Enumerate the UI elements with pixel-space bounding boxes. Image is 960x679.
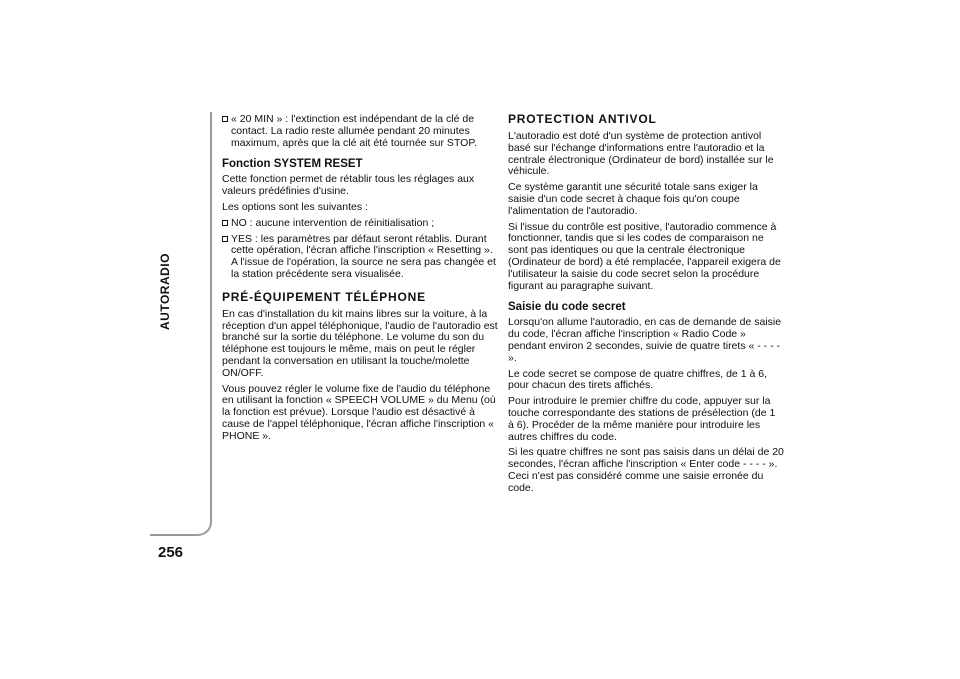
paragraph: Si les quatre chiffres ne sont pas saisis dans un délai de 20 secondes, l'écran affiche l'inscription « Enter code - - - - ». Ceci n'est pas considéré comme une saisie erronée du code. [508, 446, 784, 494]
bullet-text: « 20 MIN » : l'extinction est indépendant de la clé de contact. La radio reste allumée pendant 20 minutes maximum, après que la clé ait été tournée sur STOP. [231, 113, 477, 149]
paragraph: Pour introduire le premier chiffre du code, appuyer sur la touche correspondante des stations de présélection (de 1 à 6). Procéder de la même manière pour introduire les autres chiffres du code. [508, 395, 776, 443]
secret-code-heading: Saisie du code secret [508, 301, 626, 314]
system-reset-heading: Fonction SYSTEM RESET [222, 158, 363, 171]
bullet-box-icon [222, 236, 228, 242]
bullet-text: YES : les paramètres par défaut seront rétablis. Durant cette opération, l'écran affiche l'inscription « Resetting ». A l'issue de l'opération, la source ne sera pas changée et la station précédente sera visualisée. [231, 232, 496, 280]
list-item [222, 218, 498, 230]
section-side-label: AUTORADIO [158, 253, 172, 330]
paragraph: Ce système garantit une sécurité totale sans exiger la saisie d'un code secret à chaque fois qu'on coupe l'alimentation de l'autoradio. [508, 181, 758, 217]
paragraph: Les options sont les suivantes : [222, 200, 368, 213]
paragraph: Cette fonction permet de rétablir tous les réglages aux valeurs prédéfinies d'usine. [222, 173, 475, 198]
left-column [222, 114, 498, 447]
antitheft-heading: PROTECTION ANTIVOL [508, 112, 657, 126]
list-item [222, 114, 498, 149]
paragraph: L'autoradio est doté d'un système de protection antivol basé sur l'échange d'informations entre l'autoradio et la centrale électronique (Ordinateur de bord) installée sur le véhicule. [508, 130, 774, 178]
phone-heading: PRÉ-ÉQUIPEMENT TÉLÉPHONE [222, 289, 426, 304]
paragraph: Le code secret se compose de quatre chiffres, de 1 à 6, pour chacun des tirets affichés. [508, 367, 767, 392]
bullet-text: NO : aucune intervention de réinitialisation ; [231, 216, 435, 229]
list-item [222, 234, 498, 281]
paragraph: Vous pouvez régler le volume fixe de l'audio du téléphone en utilisant la fonction « SPEECH VOLUME » du Menu (où la fonction est prévue). Lorsque l'audio est désactivé à cause de l'appel téléphonique, l'écran affiche l'inscription « PHONE ». [222, 382, 496, 442]
bullet-box-icon [222, 116, 228, 122]
paragraph: En cas d'installation du kit mains libres sur la voiture, à la réception d'un appel téléphonique, l'audio de l'autoradio est branché sur la sortie du téléphone. Le volume du son du téléphone est toujours le même, mais on peut le régler pendant la conversation en utilisant la touche/molette ON/OFF. [222, 307, 498, 379]
bullet-box-icon [222, 220, 228, 226]
paragraph: Si l'issue du contrôle est positive, l'autoradio commence à fonctionner, tandis que si les codes de comparaison ne sont pas identiques ou que la centrale électronique (Ordinateur de bord) a été remplacée, l'appareil exigera de l'utilisateur la saisie du code secret selon la procédure figurant au paragraphe suivant. [508, 220, 781, 292]
page-number: 256 [158, 544, 184, 561]
paragraph: Lorsqu'on allume l'autoradio, en cas de demande de saisie du code, l'écran affiche l'inscription « Radio Code » pendant environ 2 secondes, suivie de quatre tirets « - - - - ». [508, 316, 782, 364]
right-column [508, 112, 784, 499]
